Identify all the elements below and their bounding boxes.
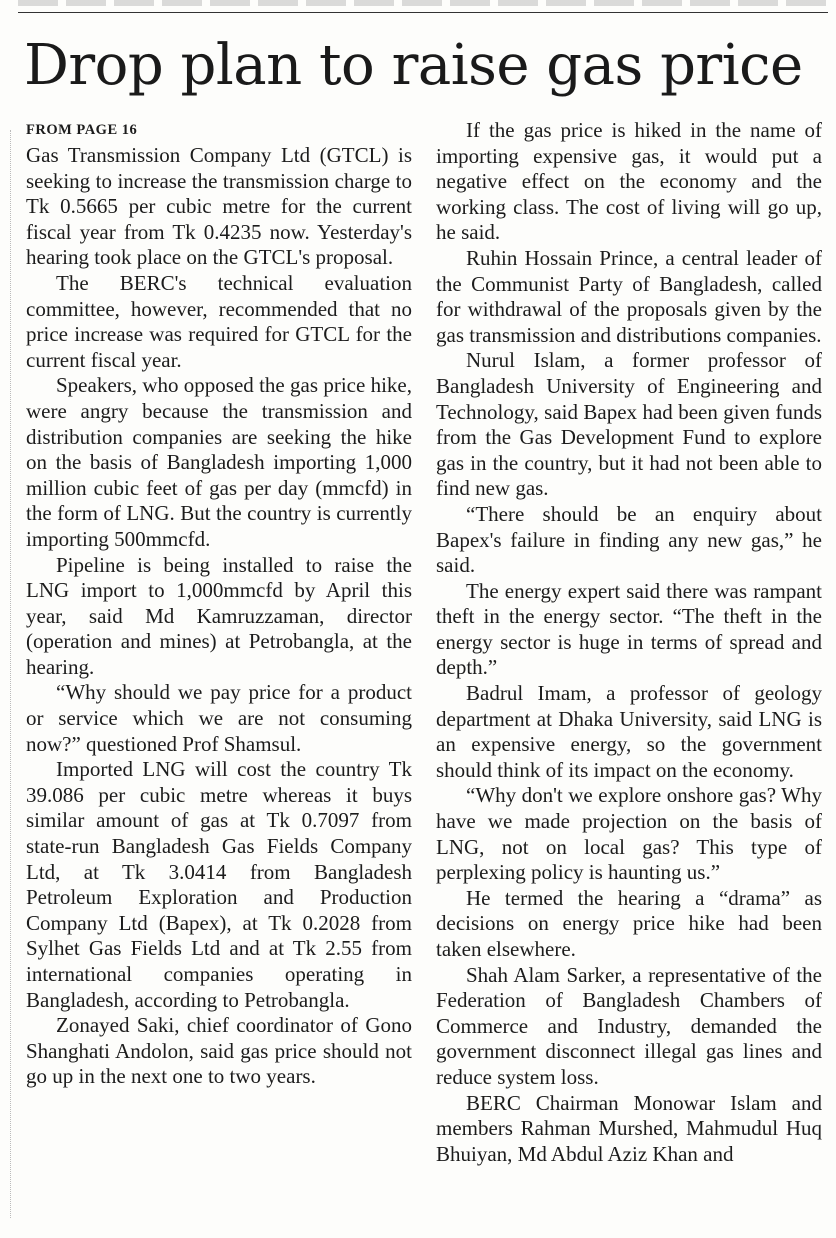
top-divider	[18, 12, 828, 13]
paragraph: Badrul Imam, a professor of geology department at Dhaka University, said LNG is an expensive energy, so the government should think of its impact on the economy.	[436, 681, 822, 782]
article-column-left	[26, 118, 412, 1090]
paragraph: “Why should we pay price for a product or service which we are not consuming now?” questioned Prof Shamsul.	[26, 680, 412, 756]
paragraph: Nurul Islam, a former professor of Bangladesh University of Engineering and Technology, said Bapex had been given funds from the Gas Development Fund to explore gas in the country, but it had not been able to find new gas.	[436, 348, 822, 501]
paragraph: “There should be an enquiry about Bapex's failure in finding any new gas,” he said.	[436, 501, 822, 578]
paragraph: “Why don't we explore onshore gas? Why have we made projection on the basis of LNG, not on local gas? This type of perplexing policy is haunting us.”	[436, 783, 822, 885]
paragraph: Zonayed Saki, chief coordinator of Gono Shanghati Andolon, said gas price should not go up in the next one to two years.	[26, 1013, 412, 1089]
paragraph: The BERC's technical evaluation committee, however, recommended that no price increase was required for GTCL for the current fiscal year.	[26, 270, 412, 372]
paragraph: If the gas price is hiked in the name of importing expensive gas, it would put a negative effect on the economy and the working class. The cost of living will go up, he said.	[436, 118, 822, 245]
left-margin-rule	[10, 130, 11, 1218]
paragraph: BERC Chairman Monowar Islam and members Rahman Murshed, Mahmudul Huq Bhuiyan, Md Abdul Aziz Khan and	[436, 1090, 822, 1166]
paragraph: Gas Transmission Company Ltd (GTCL) is seeking to increase the transmission charge to Tk 0.5665 per cubic metre for the current fiscal year from Tk 0.4235 now. Yesterday's hearing took place on the GTCL's proposal.	[26, 143, 412, 270]
paragraph: Imported LNG will cost the country Tk 39.086 per cubic metre whereas it buys similar amount of gas at Tk 0.7097 from state-run Bangladesh Gas Fields Company Ltd, at Tk 3.0414 from Bangladesh Petroleum Exploration and Production Company Ltd (Bapex), at Tk 0.2028 from Sylhet Gas Fields Ltd and at Tk 2.55 from international companies operating in Bangladesh, according to Petrobangla.	[26, 757, 412, 1012]
paragraph: The energy expert said there was rampant theft in the energy sector. “The theft in the energy sector is huge in terms of spread and depth.”	[436, 578, 822, 680]
paragraph: He termed the hearing a “drama” as decisions on energy price hike had been taken elsewhere.	[436, 885, 822, 961]
paragraph: Speakers, who opposed the gas price hike, were angry because the transmission and distribution companies are seeking the hike on the basis of Bangladesh importing 1,000 million cubic feet of gas per day (mmcfd) in the form of LNG. But the country is currently importing 500mmcfd.	[26, 373, 412, 551]
previous-article-remnant	[18, 0, 828, 6]
continuation-kicker: FROM PAGE 16	[26, 122, 138, 138]
article-column-right	[436, 118, 822, 1167]
paragraph: Pipeline is being installed to raise the LNG import to 1,000mmcfd by April this year, said Md Kamruzzaman, director (operation and mines) at Petrobangla, at the hearing.	[26, 552, 412, 679]
headline: Drop plan to raise gas price	[24, 33, 803, 98]
paragraph: Ruhin Hossain Prince, a central leader of the Communist Party of Bangladesh, called for withdrawal of the proposals given by the gas transmission and distributions companies.	[436, 245, 822, 347]
paragraph: Shah Alam Sarker, a representative of the Federation of Bangladesh Chambers of Commerce and Industry, demanded the government disconnect illegal gas lines and reduce system loss.	[436, 962, 822, 1089]
